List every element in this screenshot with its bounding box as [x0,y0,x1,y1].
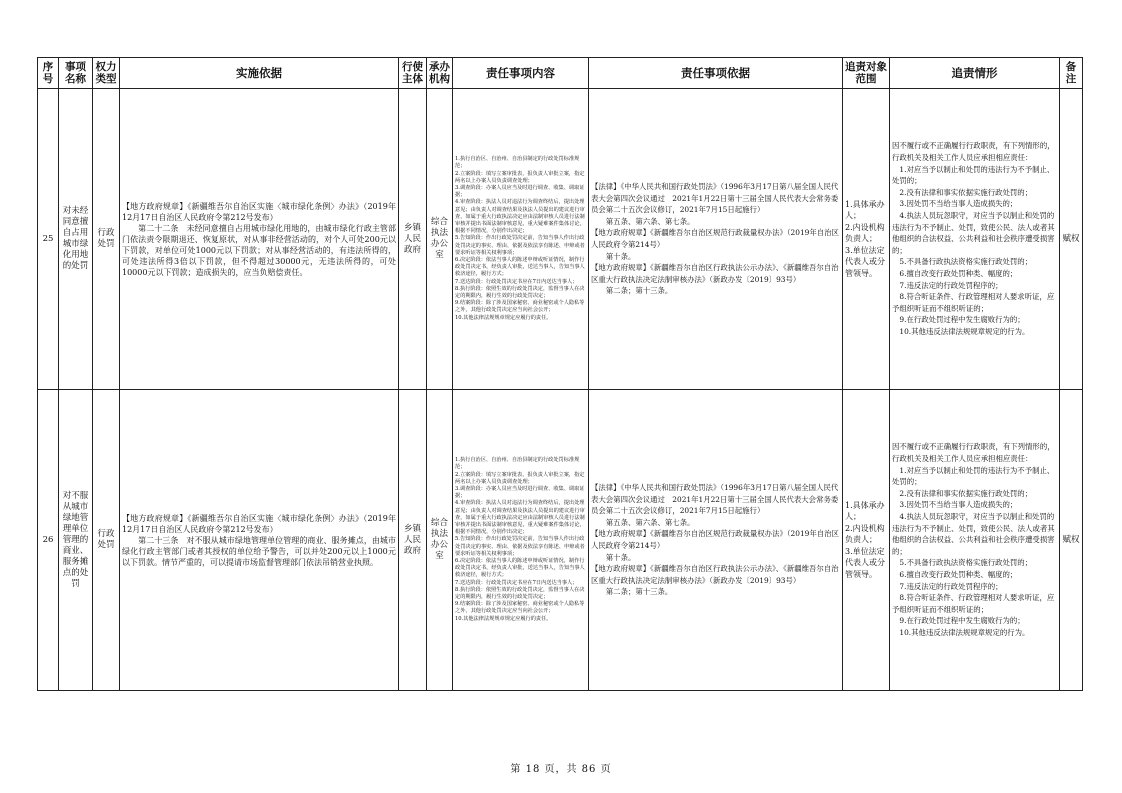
row-org: 综合 执法 办公 室 [427,390,453,691]
row-subject: 乡镇人民政府 [399,390,427,691]
row-duty-basis: 【法律】《中华人民共和国行政处罚法》（1996年3月17日第八届全国人民代表大会第四次会议通过 2021年1月22日第十三届全国人民代表大会常务委员会第二十五次会议修订，2021年7月15日起施行） 第五条、第六条、第七条。 【地方政府规章】《新疆维吾尔自治区规范行政裁量权办法》（2019年自治区人民政府令第214号） 第十条。 【地方政府规章】《新疆维吾尔自治区行政执法公示办法》、《新疆维吾尔自治区重大行政执法决定法制审核办法》（新政办发〔2019〕93号） 第二条；第十三条。 [589,89,843,390]
row-conditions: 因不履行或不正确履行行政职责，有下列情形的，行政机关及相关工作人员应承担相应责任： 1.对应当予以制止和处罚的违法行为不予制止、处罚的； 2.没有法律和事实依据实施行政处罚的； 3.因处罚不当给当事人造成损失的； 4.执法人员玩忽职守，对应当予以制止和处罚的违法行为不予制止、处罚，致使公民、法人或者其他组织的合法权益、公共利益和社会秩序遭受损害的； 5.不具备行政执法资格实施行政处罚的； 6.擅自改变行政处罚种类、幅度的； 7.违反法定的行政处罚程序的； 8.符合听证条件、行政管理相对人要求听证，应予组织听证而不组织听证的； 9.在行政处罚过程中发生腐败行为的； 10.其他违反法律法规规章规定的行为。 [890,89,1060,390]
row-item-name: 对未经同意擅自占用城市绿化用地的处罚 [59,89,93,390]
row-seq: 25 [38,89,59,390]
row-scope: 1.具体承办人； 2.内设机构负责人； 3.单位法定代表人或分管领导。 [843,390,890,691]
header-seq: 序 号 [38,58,59,89]
page-footer: 第 18 页，共 86 页 [510,764,612,775]
row-remark: 赋权 [1060,390,1083,691]
row-subject: 乡镇人民政府 [399,89,427,390]
row-content: 1.执行自治区、自治州、自治县制定的行政处罚标准规范； 2.立案阶段：填写立案审批表，报负责人审批立案，指定两名以上办案人员负责调查处理； 3.调查阶段：办案人员应当及时进行调查、收集、调取证据； 4.审查阶段：执法人员对违法行为调查终结后，提出处理意见；由负责人对调查结果及执法人员提出的建议进行审查，如属于重大行政执法决定应由法制审核人员进行法制审核并提出书面法制审核意见，重大疑难案件集体讨论，根据不同情况，分别作出决定； 5.告知阶段：作出行政处罚决定前，告知当事人作出行政处罚决定的事实、理由、依据及依法享有陈述、申辩或者要求听证等相关权利事项； 6.决定阶段：依法当事人的陈述申辩或听证情况，制作行政处罚决定书，经负责人审批，送达当事人，告知当事人救济途径，履行方式； 7.送达阶段：行政处罚决定书应在7日内送达当事人； 8.执行阶段：依照生效的行政处罚决定，监督当事人在决定的期限内，履行生效的行政处罚决定； 9.结案阶段：除了涉及国家秘密、商业秘密或个人隐私等之外，其他行政处罚决定应当向社会公开； 10.其他法律法规规章规定应履行的责任。 [453,89,589,390]
header-remark: 备 注 [1060,58,1083,89]
header-basis: 实施依据 [120,58,399,89]
header-duty-basis: 责任事项依据 [589,58,843,89]
row-org: 综合 执法 办公 室 [427,89,453,390]
header-content: 责任事项内容 [453,58,589,89]
header-item-name: 事项 名称 [59,58,93,89]
table-row [38,89,1083,390]
row-seq: 26 [38,390,59,691]
row-basis: 【地方政府规章】《新疆维吾尔自治区实施〈城市绿化条例〉办法》（2019年12月17日自治区人民政府令第212号发布） 第二十三条 对不服从城市绿地管理单位管理的商业、服务摊点，由城市绿化行政主管部门或者其授权的单位给予警告，可以并处200元以上1000元以下罚款。情节严重的，可以提请市场监督管理部门依法吊销营业执照。 [120,390,399,691]
table-row [38,390,1083,691]
row-item-name: 对不服从城市绿地管理单位管理的商业、服务摊点的处罚 [59,390,93,691]
responsibility-table [37,57,1083,691]
responsibility-table-sheet [37,57,1082,691]
header-subject: 行使 主体 [399,58,427,89]
row-content: 1.执行自治区、自治州、自治县制定的行政处罚标准规范； 2.立案阶段：填写立案审批表，报负责人审批立案，指定两名以上办案人员负责调查处理； 3.调查阶段：办案人员应当及时进行调查、收集、调取证据； 4.审查阶段：执法人员对违法行为调查终结后，提出处理意见；由负责人对调查结果及执法人员提出的建议进行审查，如属于重大行政执法决定应由法制审核人员进行法制审核并提出书面法制审核意见，重大疑难案件集体讨论，根据不同情况，分别作出决定； 5.告知阶段：作出行政处罚决定前，告知当事人作出行政处罚决定的事实、理由、依据及依法享有陈述、申辩或者要求听证等相关权利事项； 6.决定阶段：依法当事人的陈述申辩或听证情况，制作行政处罚决定书，经负责人审批，送达当事人，告知当事人救济途径，履行方式； 7.送达阶段：行政处罚决定书应在7日内送达当事人； 8.执行阶段：依照生效的行政处罚决定，监督当事人在决定的期限内，履行生效的行政处罚决定； 9.结案阶段：除了涉及国家秘密、商业秘密或个人隐私等之外，其他行政处罚决定应当向社会公开； 10.其他法律法规规章规定应履行的责任。 [453,390,589,691]
header-org: 承办 机构 [427,58,453,89]
header-conditions: 追责情形 [890,58,1060,89]
row-duty-basis: 【法律】《中华人民共和国行政处罚法》（1996年3月17日第八届全国人民代表大会第四次会议通过 2021年1月22日第十三届全国人民代表大会常务委员会第二十五次会议修订，2021年7月15日起施行） 第五条、第六条、第七条。 【地方政府规章】《新疆维吾尔自治区规范行政裁量权办法》（2019年自治区人民政府令第214号） 第十条。 【地方政府规章】《新疆维吾尔自治区行政执法公示办法》、《新疆维吾尔自治区重大行政执法决定法制审核办法》（新政办发〔2019〕93号） 第二条；第十三条。 [589,390,843,691]
header-row [38,58,1083,89]
row-conditions: 因不履行或不正确履行行政职责，有下列情形的，行政机关及相关工作人员应承担相应责任： 1.对应当予以制止和处罚的违法行为不予制止、处罚的； 2.没有法律和事实依据实施行政处罚的； 3.因处罚不当给当事人造成损失的； 4.执法人员玩忽职守，对应当予以制止和处罚的违法行为不予制止、处罚，致使公民、法人或者其他组织的合法权益、公共利益和社会秩序遭受损害的； 5.不具备行政执法资格实施行政处罚的； 6.擅自改变行政处罚种类、幅度的； 7.违反法定的行政处罚程序的； 8.符合听证条件、行政管理相对人要求听证，应予组织听证而不组织听证的； 9.在行政处罚过程中发生腐败行为的； 10.其他违反法律法规规章规定的行为。 [890,390,1060,691]
header-power-type: 权力 类型 [93,58,120,89]
row-basis: 【地方政府规章】《新疆维吾尔自治区实施〈城市绿化条例〉办法》（2019年12月17日自治区人民政府令第212号发布） 第二十二条 未经同意擅自占用城市绿化用地的，由城市绿化行政主管部门依法责令限期退还、恢复原状，对从事非经营活动的，对个人可处200元以下罚款，对单位可处1000元以下罚款；对从事经营活动的，有违法所得的，可处违法所得3倍以下罚款，但不得超过30000元，无违法所得的，可处10000元以下罚款；造成损失的，应当负赔偿责任。 [120,89,399,390]
row-scope: 1.具体承办人； 2.内设机构负责人； 3.单位法定代表人或分管领导。 [843,89,890,390]
header-scope: 追责对象 范围 [843,58,890,89]
row-remark: 赋权 [1060,89,1083,390]
row-power-type: 行政 处罚 [93,390,120,691]
row-power-type: 行政 处罚 [93,89,120,390]
